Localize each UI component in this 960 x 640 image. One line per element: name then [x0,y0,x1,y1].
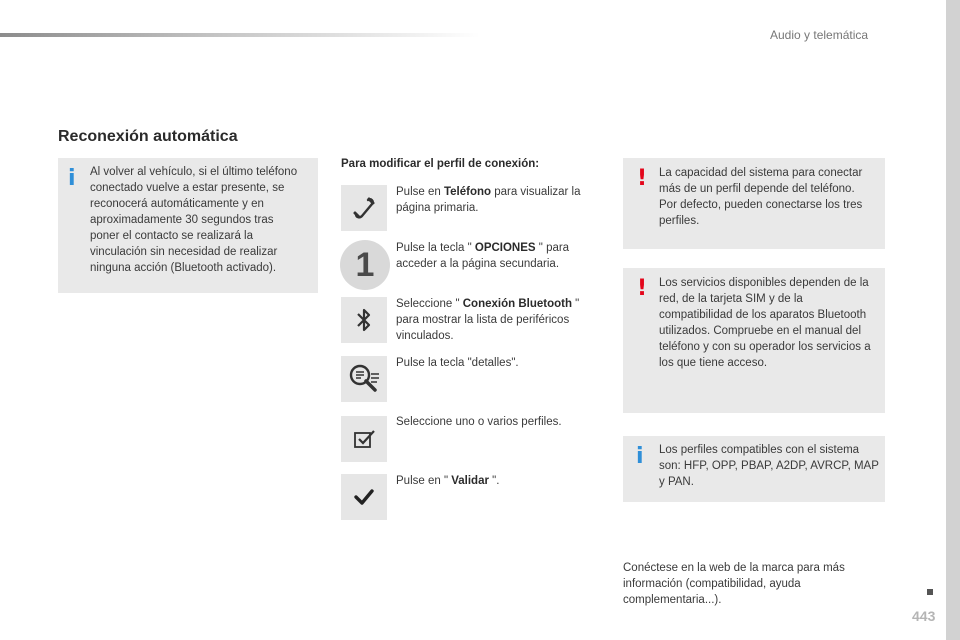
footer-note: Conéctese en la web de la marca para más información (compatibilidad, ayuda complementaria...). [623,562,845,606]
step-conexion-bluetooth: Seleccione " Conexión Bluetooth " para mostrar la lista de periféricos vinculados. [396,298,580,342]
step-opciones: Pulse la tecla " OPCIONES " para acceder a la página secundaria. [396,242,570,270]
section-header: Audio y telemática [770,28,869,42]
warning-box-services-text: Los servicios disponibles dependen de la red, de la tarjeta SIM y de la compatibilidad de los aparatos Bluetooth utilizados. Compruebe en el manual del teléfono y con su operador los servicios a los que tiene acceso. [659,277,871,369]
page-edge-bar [946,0,960,640]
warning-box-profiles-text: La capacidad del sistema para conectar más de un perfil depende del teléfono. Por defecto, pueden conectarse los tres perfiles. [659,167,863,227]
warning-box-profiles [623,158,885,249]
info-box-left [58,158,318,293]
info-box-right-text: Los perfiles compatibles con el sistema son: HFP, OPP, PBAP, A2DP, AVRCP, MAP y PAN. [659,444,879,488]
header-gradient-bar [0,33,480,37]
warning-box-services [623,268,885,413]
step-telefono: Pulse en Teléfono para visualizar la página primaria. [396,186,581,214]
procedure-heading: Para modificar el perfil de conexión: [341,158,540,170]
step-number-badge: 1 [340,240,390,290]
details-magnifier-icon [341,356,387,402]
step-validar: Pulse en " Validar ". [396,475,500,487]
step-seleccione-perfiles: Seleccione uno o varios perfiles. [396,416,562,428]
info-box-right [623,436,885,502]
step-detalles: Pulse la tecla "detalles". [396,357,519,369]
phone-icon [341,185,387,231]
warning-icon: ! [637,166,648,191]
checkmark-icon [341,474,387,520]
info-icon: i [636,444,644,469]
checkbox-icon [341,416,387,462]
bluetooth-icon [341,297,387,343]
page-number: 443 [912,608,936,624]
page-title: Reconexión automática [58,128,238,145]
info-icon: i [68,166,76,191]
info-box-left-text: Al volver al vehículo, si el último teléfono conectado vuelve a estar presente, se reconocerá automáticamente y en aproximadamente 30 segundos tras poner el contacto se realizará la vinculación sin necesidad de realizar ninguna acción (Bluetooth activado). [90,166,298,274]
warning-icon: ! [637,276,648,301]
page-marker-dot [927,589,933,595]
